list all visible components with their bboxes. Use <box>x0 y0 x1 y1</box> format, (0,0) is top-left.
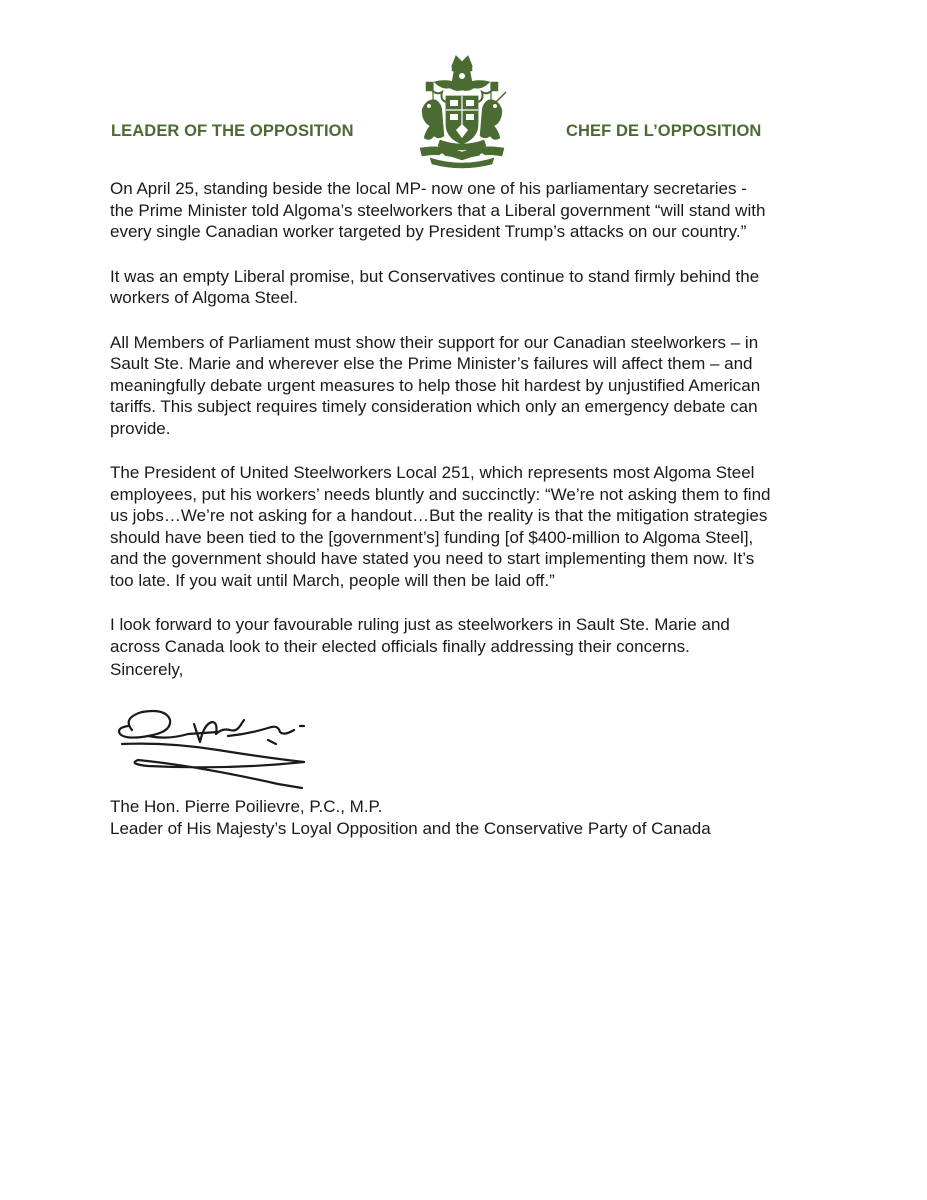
text-line: the Prime Minister told Algoma’s steelworkers that a Liberal government “will stand with <box>110 200 766 220</box>
text-line: should have been tied to the [government’s] funding [of $400-million to Algoma Steel], <box>110 527 754 547</box>
letterhead-title-french: CHEF DE L’OPPOSITION <box>566 122 762 140</box>
paragraph <box>110 178 830 243</box>
paragraph <box>110 332 830 440</box>
text-line: across Canada look to their elected officials finally addressing their concerns. <box>110 636 690 656</box>
text-line: us jobs…We’re not asking for a handout…But the reality is that the mitigation strategies <box>110 506 768 525</box>
text-line: All Members of Parliament must show their support for our Canadian steelworkers – in <box>110 332 759 352</box>
closing: Sincerely, <box>110 660 184 679</box>
text-line: and the government should have stated you need to start implementing them now. It’s <box>110 549 755 568</box>
text-line: too late. If you wait until March, people will then be laid off.” <box>110 570 555 590</box>
text-line: On April 25, standing beside the local MP- now one of his parliamentary secretaries - <box>110 179 747 198</box>
letterhead-title-english: LEADER OF THE OPPOSITION <box>111 122 354 140</box>
text-line: The President of United Steelworkers Local 251, which represents most Algoma Steel <box>110 463 755 482</box>
handwritten-signature-icon <box>108 700 338 792</box>
signatory-block <box>110 796 711 839</box>
text-line: employees, put his workers’ needs bluntly and succinctly: “We’re not asking them to find <box>110 484 771 504</box>
text-line: workers of Algoma Steel. <box>110 288 299 307</box>
paragraph <box>110 266 830 309</box>
text-line: Sault Ste. Marie and wherever else the Prime Minister’s failures will affect them – and <box>110 354 753 373</box>
text-line: meaningfully debate urgent measures to help those hit hardest by unjustified American <box>110 375 761 395</box>
text-line: It was an empty Liberal promise, but Conservatives continue to stand firmly behind the <box>110 266 760 286</box>
letterhead <box>0 0 927 180</box>
letter-body <box>110 178 830 680</box>
signatory-title: Leader of His Majesty’s Loyal Opposition and the Conservative Party of Canada <box>110 818 711 838</box>
paragraph <box>110 462 830 591</box>
canadian-coat-of-arms-icon <box>412 52 512 170</box>
text-line: tariffs. This subject requires timely consideration which only an emergency debate can <box>110 397 758 416</box>
text-line: I look forward to your favourable ruling just as steelworkers in Sault Ste. Marie and <box>110 615 730 634</box>
text-line: every single Canadian worker targeted by President Trump’s attacks on our country.” <box>110 222 747 241</box>
paragraph <box>110 614 830 657</box>
signatory-name: The Hon. Pierre Poilievre, P.C., M.P. <box>110 797 383 816</box>
text-line: provide. <box>110 418 171 438</box>
